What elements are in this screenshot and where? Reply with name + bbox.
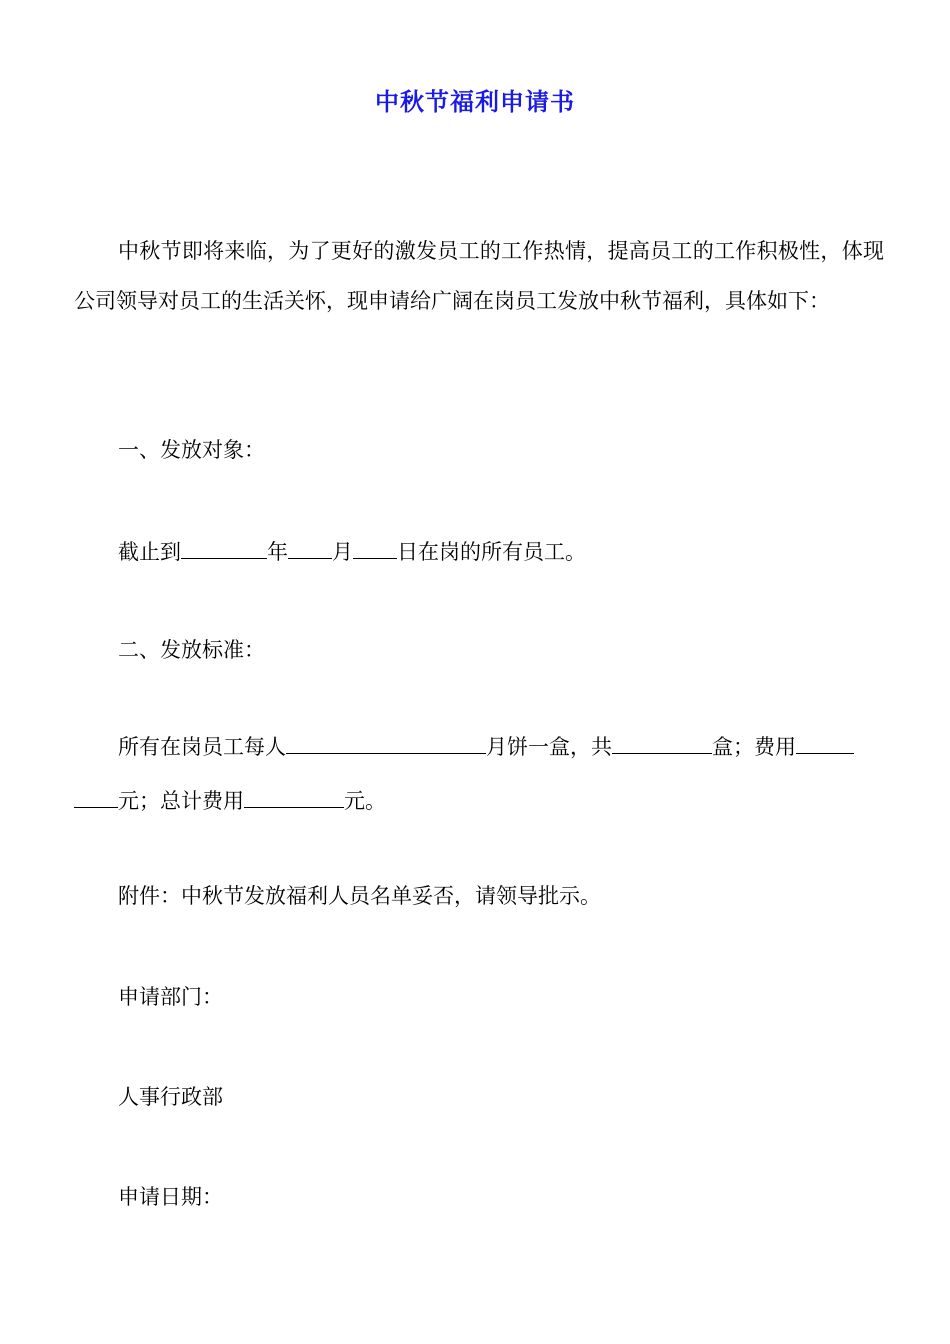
date-label: 申请日期： <box>118 1185 223 1209</box>
dept-value: 人事行政部 <box>118 1085 223 1109</box>
day-suffix: 日在岗的所有员工。 <box>397 540 586 564</box>
year-blank[interactable] <box>181 530 267 559</box>
section1-heading: 一、发放对象： <box>118 438 265 462</box>
yuan1-text: 元；总计费用 <box>118 789 244 813</box>
mooncake-text: 月饼一盒，共 <box>486 735 612 759</box>
section1-prefix: 截止到 <box>118 540 181 564</box>
intro-paragraph: 中秋节即将来临，为了更好的激发员工的工作热情，提高员工的工作积极性，体现公司领导对员工的生活关怀，现申请给广阔在岗员工发放中秋节福利，具体如下： <box>74 239 884 313</box>
yuan2-text: 元。 <box>344 789 386 813</box>
day-blank[interactable] <box>353 530 397 559</box>
section2-heading: 二、发放标准： <box>118 638 265 662</box>
section2-prefix: 所有在岗员工每人 <box>118 735 286 759</box>
fee-blank-part1[interactable] <box>796 725 854 754</box>
boxes-text: 盒；费用 <box>712 735 796 759</box>
month-label: 月 <box>332 540 353 564</box>
document-title: 中秋节福利申请书 <box>375 88 575 116</box>
section1-body <box>118 530 586 572</box>
section2-body <box>74 720 884 828</box>
total-fee-blank[interactable] <box>244 779 344 808</box>
dept-label: 申请部门： <box>118 985 223 1009</box>
item-blank[interactable] <box>286 725 486 754</box>
boxes-blank[interactable] <box>612 725 712 754</box>
year-label: 年 <box>267 540 288 564</box>
attachment-line: 附件：中秋节发放福利人员名单妥否，请领导批示。 <box>118 884 601 908</box>
month-blank[interactable] <box>288 530 332 559</box>
fee-blank-part2[interactable] <box>74 779 118 808</box>
